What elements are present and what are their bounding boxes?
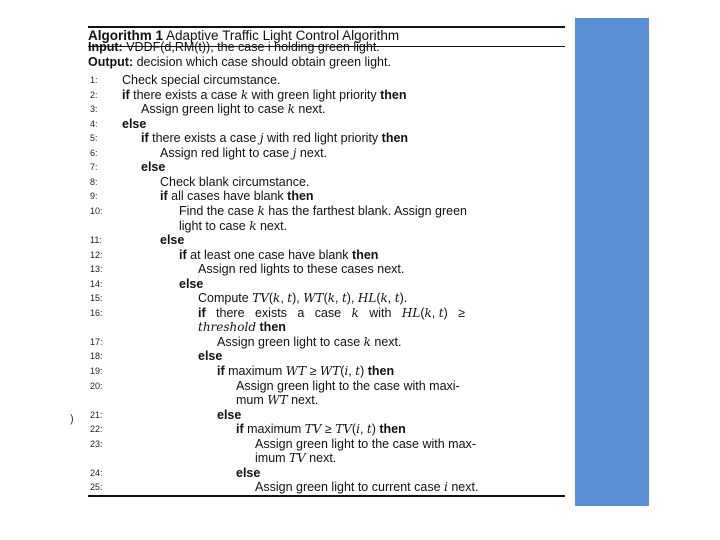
algorithm-step <box>78 437 575 451</box>
step-number: 8: <box>90 176 98 187</box>
algorithm-step <box>78 204 575 218</box>
step-number: 11: <box>90 235 102 246</box>
algorithm-step <box>78 160 575 174</box>
algorithm-step <box>78 393 575 407</box>
step-text: imum TV next. <box>255 451 337 466</box>
output-line <box>88 55 391 69</box>
algorithm-name: Adaptive Traffic Light Control Algorithm <box>166 28 400 43</box>
step-number: 6: <box>90 147 98 158</box>
step-text: light to case k next. <box>179 218 288 233</box>
step-text: Assign green light to case k next. <box>217 334 402 349</box>
side-mark: ) <box>70 413 74 425</box>
algorithm-step <box>78 466 575 480</box>
algorithm-step <box>78 146 575 160</box>
step-number: 15: <box>90 293 103 304</box>
step-text: Check blank circumstance. <box>160 174 310 189</box>
algorithm-step <box>78 102 575 116</box>
input-line <box>88 40 380 54</box>
algorithm-step <box>78 320 575 334</box>
step-text: else <box>198 349 223 364</box>
step-number: 4: <box>90 118 98 129</box>
step-text: if maximum WT ≥ WT(i, t) then <box>217 364 395 378</box>
step-text: else <box>160 233 185 248</box>
step-text: Assign red light to case j next. <box>160 145 328 160</box>
step-text: Assign green light to current case i next. <box>255 480 479 495</box>
step-number: 24: <box>90 467 103 478</box>
step-text: else <box>122 116 147 131</box>
algorithm-step <box>78 408 575 422</box>
step-number: 19: <box>90 366 103 376</box>
algorithm-step <box>78 189 575 203</box>
algorithm-step <box>78 73 575 87</box>
step-number: 2: <box>90 89 98 100</box>
algorithm-step <box>78 480 575 494</box>
step-number: 17: <box>90 336 103 347</box>
step-number: 3: <box>90 104 98 115</box>
step-text: else <box>141 160 166 175</box>
algorithm-step <box>78 306 575 320</box>
step-text: else <box>236 465 261 480</box>
step-number: 9: <box>90 191 98 202</box>
algorithm-step <box>78 248 575 262</box>
output-text: decision which case should obtain green light. <box>136 55 391 69</box>
algorithm-step <box>78 349 575 363</box>
step-text: mum WT next. <box>236 393 319 408</box>
input-label: Input: <box>88 40 123 54</box>
step-text: Check special circumstance. <box>122 73 281 87</box>
step-text: else <box>179 276 204 291</box>
step-number: 5: <box>90 133 98 144</box>
step-text: if there exists a case k with green light priority then <box>122 87 407 102</box>
step-number: 22: <box>90 424 103 435</box>
step-number: 23: <box>90 438 103 449</box>
step-text: if there exists a case k with HL(k, t) ≥ <box>198 305 466 320</box>
algorithm-step <box>78 175 575 189</box>
step-number: 16: <box>90 307 103 318</box>
step-text: if there exists a case j with red light priority then <box>141 131 409 146</box>
algorithm-step <box>78 277 575 291</box>
step-text: if maximum TV ≥ TV(i, t) then <box>236 422 406 437</box>
step-number: 7: <box>90 162 98 173</box>
step-number: 10: <box>90 205 103 216</box>
algorithm-step <box>78 335 575 349</box>
algorithm-step <box>78 262 575 276</box>
algorithm-box <box>78 18 575 506</box>
step-number: 1: <box>90 75 98 85</box>
step-text: if all cases have blank then <box>160 189 314 204</box>
step-text: if at least one case have blank then <box>179 247 379 262</box>
algorithm-step <box>78 451 575 465</box>
algorithm-step <box>78 379 575 393</box>
step-number: 13: <box>90 264 103 275</box>
step-text: Assign green light to case k next. <box>141 102 326 117</box>
step-number: 18: <box>90 351 103 362</box>
algorithm-step <box>78 219 575 233</box>
step-number: 14: <box>90 278 103 289</box>
step-text: threshold then <box>198 320 286 335</box>
algorithm-step <box>78 291 575 305</box>
algorithm-step <box>78 422 575 436</box>
algorithm-step <box>78 88 575 102</box>
step-number: 12: <box>90 249 103 260</box>
step-text: Compute TV(k, t), WT(k, t), HL(k, t). <box>198 291 408 306</box>
output-label: Output: <box>88 55 134 69</box>
step-text: Assign red lights to these cases next. <box>198 262 405 277</box>
algorithm-step <box>78 364 575 378</box>
algorithm-label: Algorithm 1 <box>88 28 164 43</box>
step-text: Find the case k has the farthest blank. Assign green <box>179 203 468 218</box>
input-text: VDDF(d,RM(t)), the case i holding green light. <box>126 40 380 54</box>
algorithm-step <box>78 233 575 247</box>
algorithm-step <box>78 131 575 145</box>
step-number: 20: <box>90 380 103 391</box>
step-text: else <box>217 407 242 422</box>
algorithm-step <box>78 117 575 131</box>
step-number: 25: <box>90 482 103 493</box>
step-number: 21: <box>90 409 103 420</box>
bottom-rule <box>88 495 565 497</box>
step-text: Assign green light to the case with max- <box>255 436 476 451</box>
step-text: Assign green light to the case with maxi- <box>236 378 460 393</box>
